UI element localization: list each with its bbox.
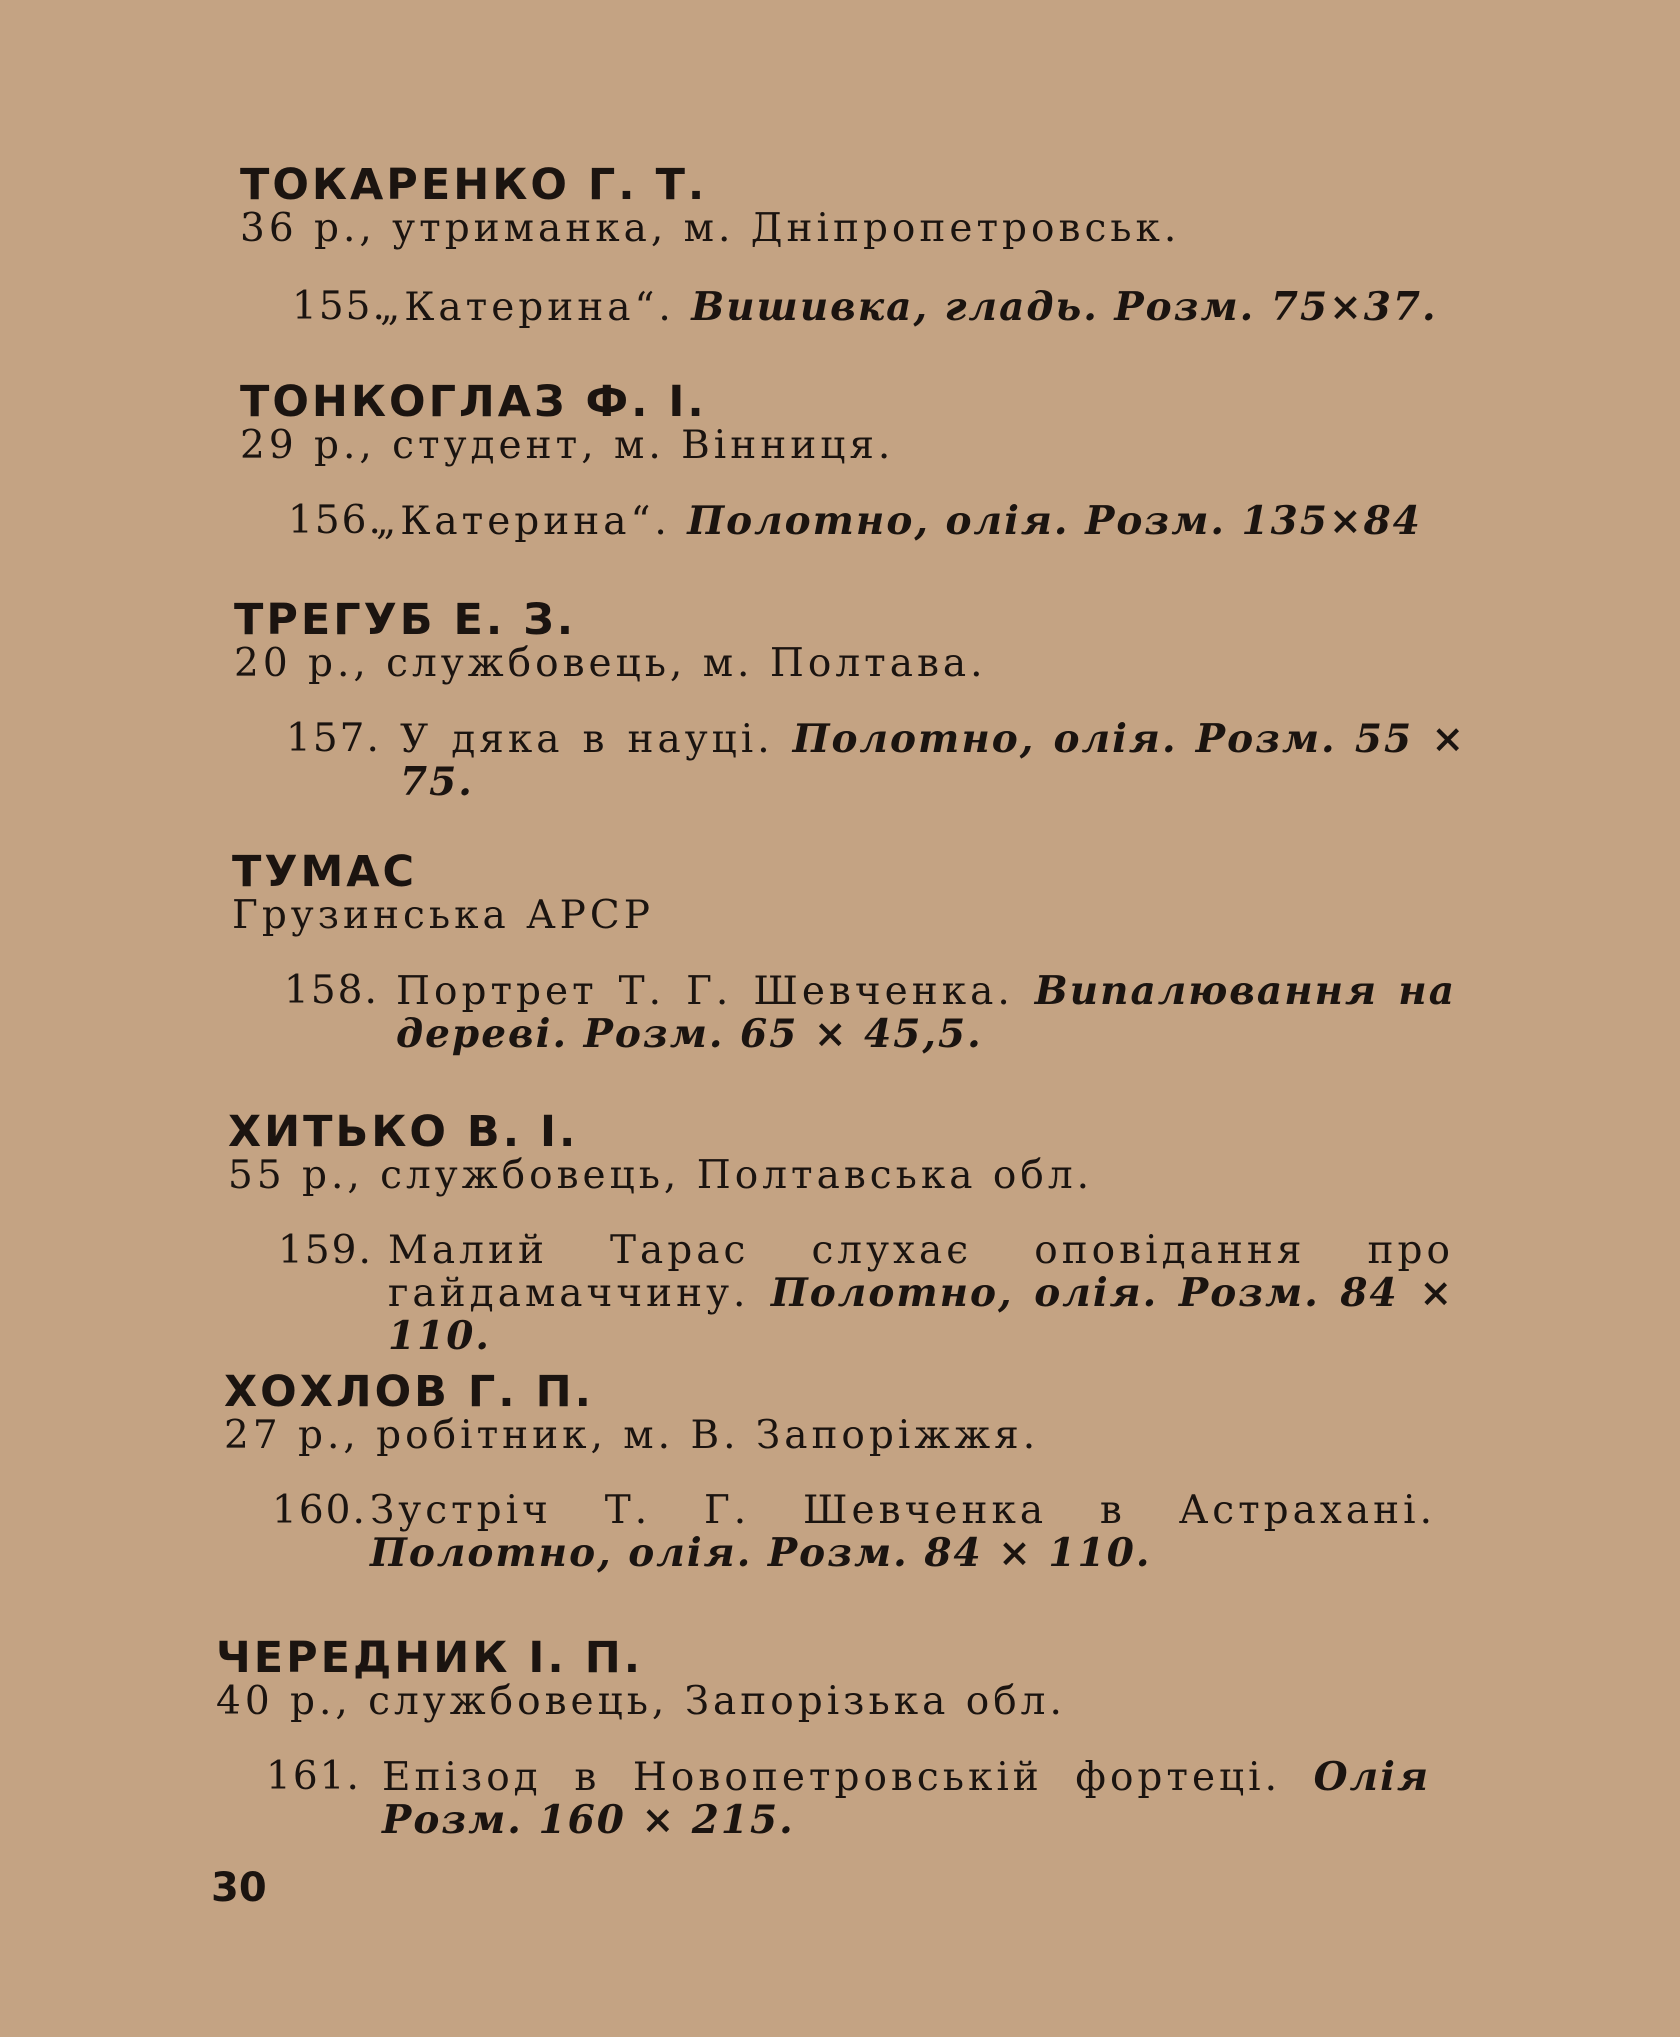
artist-name: ТОНКОГЛАЗ Ф. І. [240, 377, 707, 427]
artwork-title: Портрет Т. Г. Шевченка. [396, 969, 1035, 1014]
artwork-technique: Вишивка, гладь. Розм. 75×37. [691, 284, 1438, 330]
artwork-title: Епізод в Новопетровській фортеці. [382, 1755, 1314, 1800]
catalog-entry [224, 1367, 1040, 1458]
artwork-entry [292, 286, 1467, 329]
catalog-entry [216, 1633, 1066, 1724]
artist-info: 27 р., робітник, м. В. Запоріжжя. [224, 1413, 1040, 1458]
artwork-entry [286, 718, 1466, 804]
artist-name: ЧЕРЕДНИК І. П. [216, 1633, 644, 1683]
artwork-number: 157. [286, 716, 381, 761]
artist-name: ТУМАС [232, 847, 418, 897]
artwork-technique: Полотно, олія. Розм. 84 × 110. [370, 1530, 1152, 1576]
artwork-technique: Випалювання на дереві. Розм. 65 × 45,5. [396, 968, 1456, 1057]
artist-info: 55 р., службовець, Полтавська обл. [228, 1153, 1094, 1198]
artist-name: ТОКАРЕНКО Г. Т. [240, 160, 708, 210]
artwork-technique: Полотно, олія. Розм. 55 × 75. [400, 716, 1466, 805]
artist-name: ХИТЬКО В. І. [228, 1107, 579, 1157]
artwork-title: „Катерина“. [376, 499, 688, 544]
artwork-technique: Олія Розм. 160 × 215. [382, 1754, 1430, 1843]
catalog-entry [228, 1107, 1094, 1198]
artist-name: ХОХЛОВ Г. П. [224, 1367, 594, 1417]
artwork-title: Малий Тарас слухає оповідання про гайдамаччину. [388, 1228, 1454, 1316]
artwork-technique: Полотно, олія. Розм. 135×84 [687, 498, 1422, 544]
artwork-number: 158. [284, 968, 379, 1013]
catalog-entry [240, 377, 895, 468]
catalog-entry [232, 847, 654, 938]
catalog-entry [234, 595, 987, 686]
artwork-number: 161. [266, 1754, 361, 1799]
artwork-title: У дяка в науці. [400, 717, 793, 762]
artwork-entry [284, 970, 1456, 1056]
artwork-title: Зустріч Т. Г. Шевченка в Астрахані. [370, 1488, 1436, 1533]
artwork-entry [278, 1230, 1454, 1358]
artist-info: 40 р., службовець, Запорізька обл. [216, 1679, 1066, 1724]
artwork-entry [288, 500, 1450, 543]
artwork-number: 156. [288, 498, 383, 543]
artwork-title: „Катерина“. [380, 285, 692, 330]
artist-name: ТРЕГУБ Е. З. [234, 595, 577, 645]
page-number: 30 [211, 1865, 267, 1911]
artwork-number: 160. [272, 1488, 367, 1533]
artwork-entry [266, 1756, 1430, 1842]
artist-info: 36 р., утриманка, м. Дніпропетровськ. [240, 206, 1181, 251]
artwork-number: 155. [292, 284, 387, 329]
catalog-entry [240, 160, 1181, 251]
artwork-technique: Полотно, олія. Розм. 84 × 110. [388, 1270, 1455, 1359]
artwork-entry [272, 1490, 1436, 1575]
artist-info: 20 р., службовець, м. Полтава. [234, 641, 987, 686]
artist-info: 29 р., студент, м. Вінниця. [240, 423, 895, 468]
artwork-number: 159. [278, 1228, 373, 1273]
artist-info: Грузинська АРСР [232, 893, 654, 938]
